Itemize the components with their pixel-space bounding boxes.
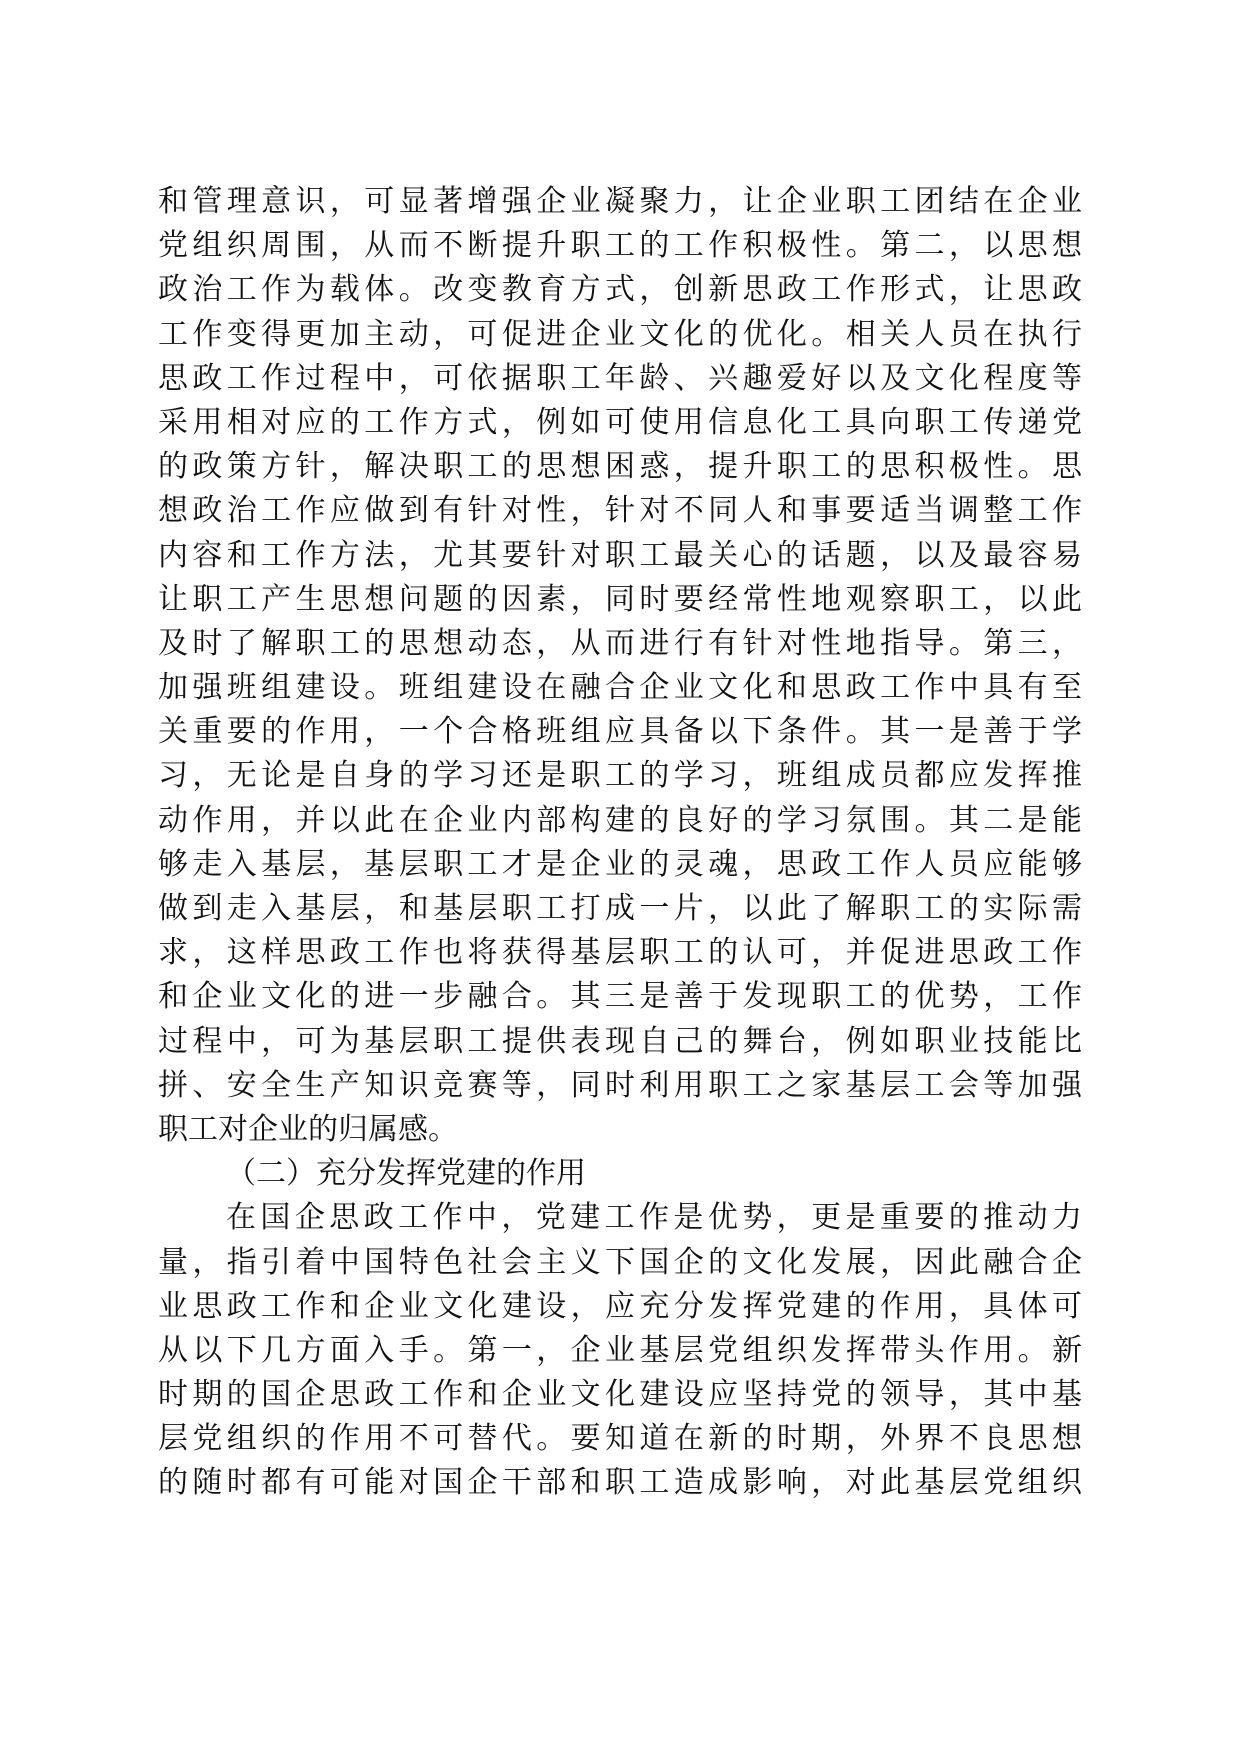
text-line: 拼、安全生产知识竞赛等，同时利用职工之家基层工会等加强 xyxy=(158,1067,1082,1103)
text-line: 和企业文化的进一步融合。其三是善于发现职工的优势，工作 xyxy=(158,979,1082,1015)
text-line: 做到走入基层，和基层职工打成一片，以此了解职工的实际需 xyxy=(158,891,1082,926)
text-line: 和管理意识，可显著增强企业凝聚力，让企业职工团结在企业 xyxy=(158,184,1082,219)
text-line: 习，无论是自身的学习还是职工的学习，班组成员都应发挥推 xyxy=(158,758,1082,794)
text-line: 量，指引着中国特色社会主义下国企的文化发展，因此融合企 xyxy=(158,1244,1082,1280)
text-line: 让职工产生思想问题的因素，同时要经常性地观察职工，以此 xyxy=(158,581,1082,617)
text-line: 关重要的作用，一个合格班组应具备以下条件。其一是善于学 xyxy=(158,714,1082,750)
text-line: 从以下几方面入手。第一，企业基层党组织发挥带头作用。新 xyxy=(158,1332,1082,1368)
section-heading: （二）充分发挥党建的作用 xyxy=(226,1156,586,1192)
text-line: 思政工作过程中，可依据职工年龄、兴趣爱好以及文化程度等 xyxy=(158,360,1082,396)
text-line: 职工对企业的归属感。 xyxy=(158,1111,458,1147)
text-line: 加强班组建设。班组建设在融合企业文化和思政工作中具有至 xyxy=(158,670,1082,706)
text-line: 想政治工作应做到有针对性，针对不同人和事要适当调整工作 xyxy=(158,493,1082,529)
text-line: 过程中，可为基层职工提供表现自己的舞台，例如职业技能比 xyxy=(158,1023,1082,1059)
paragraph-1 xyxy=(158,180,1082,1152)
document-body xyxy=(158,180,1082,1506)
text-line: 时期的国企思政工作和企业文化建设应坚持党的领导，其中基 xyxy=(158,1377,1082,1413)
text-line: 党组织周围，从而不断提升职工的工作积极性。第二，以思想 xyxy=(158,228,1082,264)
paragraph-2 xyxy=(158,1196,1082,1505)
text-line: 及时了解职工的思想动态，从而进行有针对性地指导。第三， xyxy=(158,625,1082,661)
text-line: 层党组织的作用不可替代。要知道在新的时期，外界不良思想 xyxy=(158,1421,1082,1457)
text-line: 求，这样思政工作也将获得基层职工的认可，并促进思政工作 xyxy=(158,935,1082,971)
text-line: 的随时都有可能对国企干部和职工造成影响，对此基层党组织 xyxy=(158,1465,1082,1501)
text-line: 动作用，并以此在企业内部构建的良好的学习氛围。其二是能 xyxy=(158,802,1082,838)
text-line: 采用相对应的工作方式，例如可使用信息化工具向职工传递党 xyxy=(158,404,1082,440)
text-line: 在国企思政工作中，党建工作是优势，更是重要的推动力 xyxy=(226,1200,1082,1236)
text-line: 的政策方针，解决职工的思想困惑，提升职工的思积极性。思 xyxy=(158,449,1082,485)
text-line: 内容和工作方法，尤其要针对职工最关心的话题，以及最容易 xyxy=(158,537,1082,573)
text-line: 业思政工作和企业文化建设，应充分发挥党建的作用，具体可 xyxy=(158,1288,1082,1324)
text-line: 政治工作为载体。改变教育方式，创新思政工作形式，让思政 xyxy=(158,272,1082,308)
text-line: 够走入基层，基层职工才是企业的灵魂，思政工作人员应能够 xyxy=(158,846,1082,882)
text-line: 工作变得更加主动，可促进企业文化的优化。相关人员在执行 xyxy=(158,316,1082,352)
